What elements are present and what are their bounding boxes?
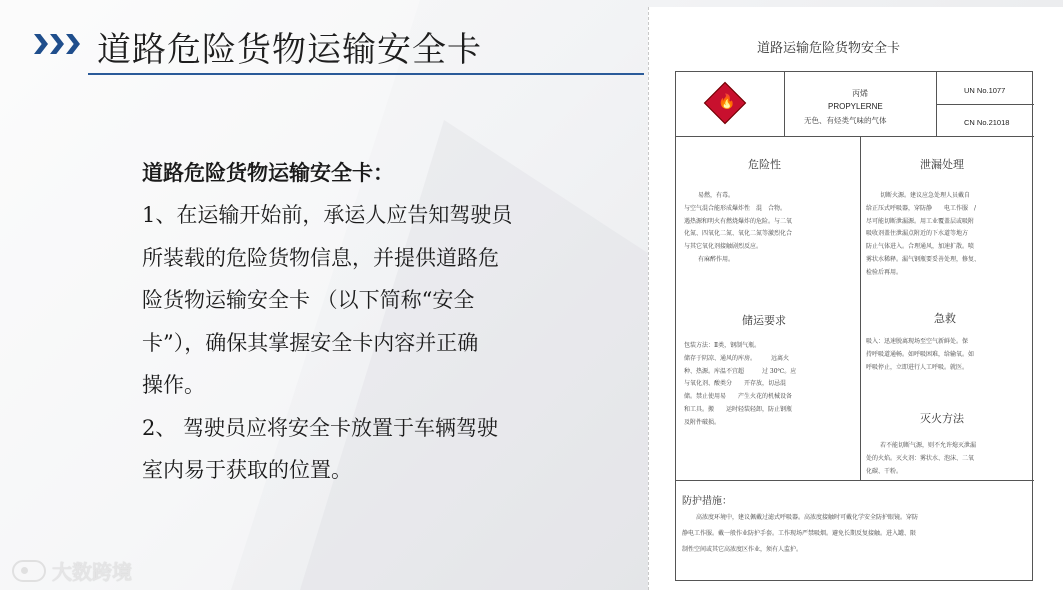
- safety-card-image: [648, 7, 1063, 590]
- paragraph-2: [142, 407, 572, 492]
- cn-number: CN No.21018: [964, 118, 1010, 127]
- chevron-right-icon: [34, 34, 48, 54]
- card-title: 道路运输危险货物安全卡: [757, 41, 901, 56]
- section-body-hazard: [684, 190, 856, 267]
- divider: [784, 72, 785, 136]
- section-heading-first-aid: 急救: [934, 312, 956, 325]
- body-text: [142, 152, 572, 492]
- brand-logo-icon: [12, 560, 46, 582]
- text-line: 雾状水稀释。漏气钢瓶要妥善处理，修复、: [866, 255, 981, 263]
- section-body-first-aid: [866, 336, 1032, 374]
- text-line: 室内易于获取的位置。: [142, 458, 352, 482]
- section-body-storage: [684, 340, 856, 430]
- text-line: 种、热源。库温不宜超 过 30℃。应: [684, 367, 797, 375]
- section-body-leak: [866, 190, 1032, 280]
- watermark-text: 大数跨境: [52, 560, 132, 584]
- text-line: 包装方法：Ⅱ类，钢制气瓶。: [684, 342, 761, 349]
- text-line: 1、在运输开始前，承运人应告知驾驶员: [142, 203, 513, 227]
- text-line: 易燃，有毒。: [698, 192, 735, 199]
- text-line: 切断火源。建议应急处理人员戴自: [880, 192, 971, 199]
- text-line: 与其它氧化剂接触剧烈反应。: [684, 243, 763, 251]
- section-heading-leak: 泄漏处理: [920, 158, 964, 171]
- text-line: 遇热源和明火有燃烧爆炸的危险。与二氧: [684, 217, 793, 225]
- divider: [860, 136, 861, 480]
- text-line: 高浓度环境中，建议佩戴过滤式呼吸器。高浓度接触时可戴化学安全防护眼镜。穿防: [696, 514, 919, 521]
- chevron-right-icon: [50, 34, 64, 54]
- text-line: 化氮、四氧化二氮、氧化二氮等激烈化合: [684, 230, 793, 238]
- text-line: 制性空间或其它高浓度区作业，须有人监护。: [682, 546, 803, 553]
- text-line: 及附件破损。: [684, 418, 721, 426]
- paragraph-1: [142, 194, 572, 407]
- safety-card-table: [675, 71, 1033, 581]
- section-body-protection: [682, 510, 1030, 558]
- body-heading: 道路危险货物运输安全卡：: [142, 160, 394, 185]
- text-line: 处的火焰。灭火剂：雾状水、泡沫、二氧: [866, 454, 975, 462]
- text-line: 险货物运输安全卡 （以下简称“安全: [142, 288, 475, 312]
- text-line: 给正压式呼吸器，穿防静 电工作服 /: [866, 204, 977, 212]
- text-line: 储存于阴凉、通风的库房。 远离火: [684, 354, 790, 362]
- text-line: 若不能切断气源，则不允许熄灭泄漏: [880, 442, 977, 449]
- section-heading-storage: 储运要求: [742, 314, 786, 327]
- watermark: [12, 556, 132, 585]
- text-line: 呼吸停止，立即进行人工呼吸。就医。: [866, 363, 969, 371]
- un-number: UN No.1077: [964, 86, 1006, 95]
- title-underline: [88, 73, 644, 75]
- hazard-label-area: [690, 80, 760, 130]
- section-heading-hazard: 危险性: [748, 158, 781, 171]
- divider: [936, 104, 1034, 105]
- text-line: 吸入：迅速脱离现场至空气新鲜处。保: [866, 338, 969, 345]
- text-line: 吸收剂盖住泄漏点附近的下水道等地方: [866, 230, 969, 238]
- product-description: 无色、有烃类气味的气体: [804, 116, 887, 125]
- text-line: 有麻醉作用。: [698, 255, 735, 263]
- text-line: 卡”），确保其掌握安全卡内容并正确: [142, 330, 479, 355]
- divider: [676, 480, 1034, 481]
- text-line: 与空气混合能形成爆炸性 混 合物。: [684, 204, 787, 212]
- flame-icon: 🔥: [718, 94, 736, 110]
- text-line: 和工具。搬 运时轻装轻卸，防止钢瓶: [684, 405, 793, 413]
- text-line: 防止气体进入。合理通风，加速扩散。喷: [866, 243, 975, 251]
- text-line: 2、 驾驶员应将安全卡放置于车辆驾驶: [142, 415, 499, 440]
- divider: [676, 136, 1034, 137]
- text-line: 与氧化剂、酸类分 开存放，切忌混: [684, 380, 787, 388]
- section-heading-protection: 防护措施：: [682, 496, 732, 507]
- text-line: 静电工作服。戴一般作业防护手套。工作现场严禁吸烟。避免长期反复接触。进入罐、限: [682, 530, 917, 537]
- section-body-fire: [866, 440, 1032, 478]
- slide-title: 道路危险货物运输安全卡: [97, 30, 482, 70]
- text-line: 化碳、干粉。: [866, 467, 903, 475]
- title-chevrons: [34, 34, 82, 54]
- text-line: 持呼吸道通畅。如呼吸困难，给输氧。如: [866, 350, 975, 358]
- product-name-cn: 丙烯: [852, 89, 868, 98]
- text-line: 检验后再用。: [866, 268, 903, 276]
- text-line: 储。禁止使用易 产生火花的机械设备: [684, 393, 793, 401]
- text-line: 操作。: [142, 373, 205, 397]
- product-name-en: PROPYLERNE: [828, 102, 883, 111]
- text-line: 尽可能切断泄漏源。用工业覆盖层或吸附: [866, 217, 975, 225]
- text-line: 所装载的危险货物信息，并提供道路危: [142, 245, 499, 270]
- section-heading-fire: 灭火方法: [920, 412, 964, 425]
- chevron-right-icon: [66, 34, 80, 54]
